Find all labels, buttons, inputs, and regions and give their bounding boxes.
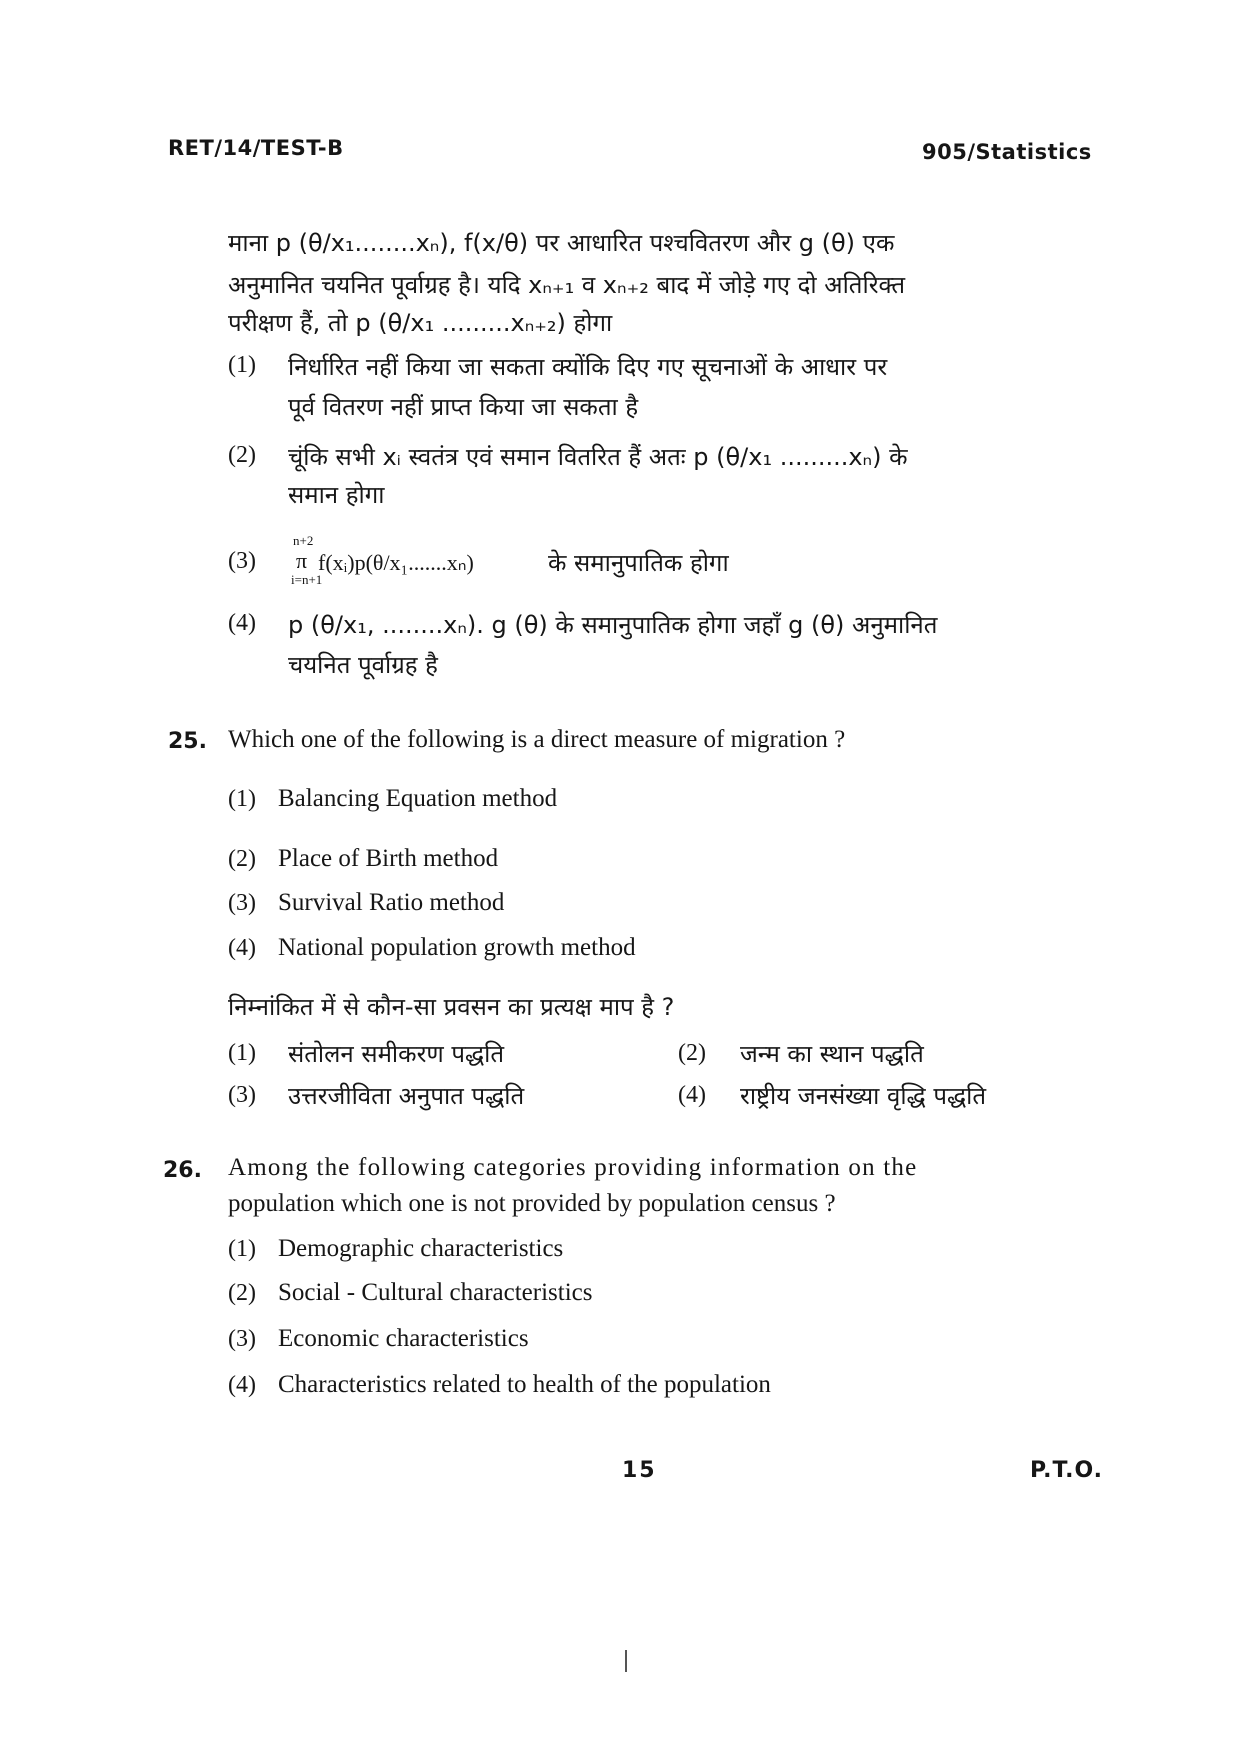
q26-option4-number: (4) <box>228 1372 256 1398</box>
q25-option3-text: Survival Ratio method <box>278 889 505 916</box>
pto-label: P.T.O. <box>1030 1458 1104 1483</box>
q25-hindi-question: निम्नांकित में से कौन-सा प्रवसन का प्रत्यक्ष माप है ? <box>228 993 675 1021</box>
q25-hindi-option4-text: राष्ट्रीय जनसंख्या वृद्धि पद्धति <box>740 1082 987 1110</box>
q24-option2-number: (2) <box>228 442 256 468</box>
q25-option1-number: (1) <box>228 786 256 812</box>
q24-option3-product-symbol: π <box>296 548 308 573</box>
q25-hindi-option2-number: (2) <box>678 1040 706 1066</box>
q24-option3-text: के समानुपातिक होगा <box>548 549 729 577</box>
q25-number: 25. <box>168 729 207 754</box>
q25-option1-text: Balancing Equation method <box>278 785 558 812</box>
q24-option4-line2: चयनित पूर्वाग्रह है <box>288 651 438 679</box>
q25-option2-number: (2) <box>228 846 256 872</box>
q25-option4-text: National population growth method <box>278 934 636 961</box>
q25-option4-number: (4) <box>228 935 256 961</box>
q24-hindi-stem-line1: माना p (θ/x₁........xₙ), f(x/θ) पर आधारित पश्चवितरण और g (θ) एक <box>228 229 895 257</box>
q25-hindi-option3-number: (3) <box>228 1082 256 1108</box>
q24-option4-line1: p (θ/x₁, ........xₙ). g (θ) के समानुपातिक होगा जहाँ g (θ) अनुमानित <box>288 611 938 639</box>
q24-option1-line2: पूर्व वितरण नहीं प्राप्त किया जा सकता है <box>288 393 639 421</box>
q24-option3-expression: f(xᵢ)p(θ/x₁.......xₙ) <box>318 550 474 575</box>
q26-option1-number: (1) <box>228 1236 256 1262</box>
q25-hindi-option2-text: जन्म का स्थान पद्धति <box>740 1040 924 1068</box>
q25-question: Which one of the following is a direct measure of migration ? <box>228 726 846 753</box>
q25-hindi-option4-number: (4) <box>678 1082 706 1108</box>
q24-hindi-stem-line2: अनुमानित चयनित पूर्वाग्रह है। यदि xₙ₊₁ व xₙ₊₂ बाद में जोड़े गए दो अतिरिक्त <box>228 271 906 299</box>
q25-option2-text: Place of Birth method <box>278 845 499 872</box>
q25-hindi-option3-text: उत्तरजीविता अनुपात पद्धति <box>288 1082 525 1110</box>
q24-option1-number: (1) <box>228 352 256 378</box>
q26-question-line1: Among the following categories providing information on the <box>228 1154 918 1181</box>
q24-option2-line2: समान होगा <box>288 481 385 509</box>
header-subject: 905/Statistics <box>922 140 1092 164</box>
page-number: 15 <box>622 1458 657 1483</box>
q24-option3-number: (3) <box>228 548 256 574</box>
q24-hindi-stem-line3: परीक्षण हैं, तो p (θ/x₁ .........xₙ₊₂) होगा <box>228 309 613 337</box>
q25-hindi-option1-number: (1) <box>228 1040 256 1066</box>
q26-question-line2: population which one is not provided by population census ? <box>228 1190 836 1217</box>
q26-option2-number: (2) <box>228 1280 256 1306</box>
q26-option3-number: (3) <box>228 1326 256 1352</box>
q24-option3-product-upper: n+2 <box>293 533 314 548</box>
header-code: RET/14/TEST-B <box>168 136 344 160</box>
q26-number: 26. <box>163 1158 202 1183</box>
q26-option4-text: Characteristics related to health of the population <box>278 1371 771 1398</box>
q24-option4-number: (4) <box>228 610 256 636</box>
q24-option3-product-lower: i=n+1 <box>291 572 323 587</box>
q25-option3-number: (3) <box>228 890 256 916</box>
q24-option1-line1: निर्धारित नहीं किया जा सकता क्योंकि दिए गए सूचनाओं के आधार पर <box>288 353 888 381</box>
q25-hindi-option1-text: संतोलन समीकरण पद्धति <box>288 1040 505 1068</box>
q26-option2-text: Social - Cultural characteristics <box>278 1279 593 1306</box>
q26-option3-text: Economic characteristics <box>278 1325 529 1352</box>
q24-option2-line1: चूंकि सभी xᵢ स्वतंत्र एवं समान वितरित हैं अतः p (θ/x₁ .........xₙ) के <box>288 443 908 471</box>
scan-mark <box>625 1650 627 1672</box>
q26-option1-text: Demographic characteristics <box>278 1235 564 1262</box>
